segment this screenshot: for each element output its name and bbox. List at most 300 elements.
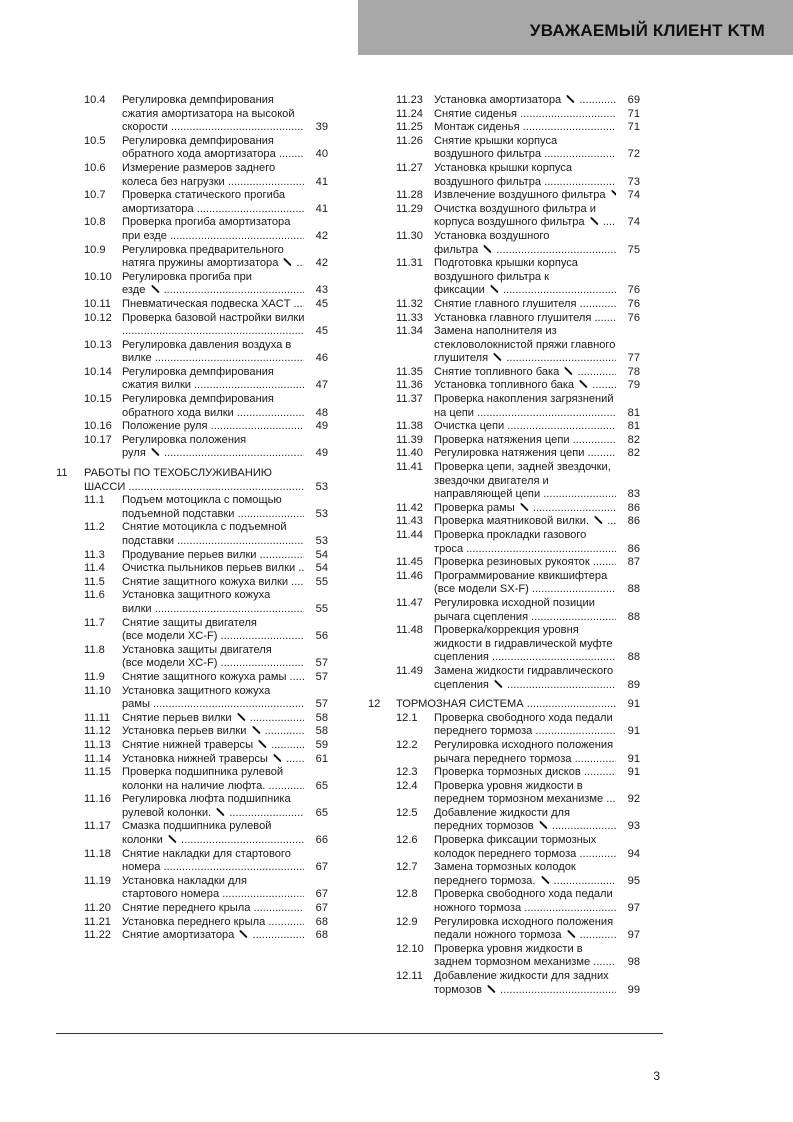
toc-entry-page: 74 (616, 216, 640, 230)
toc-entry-title-line: Регулировка люфта подшипника (122, 793, 291, 806)
toc-entry-number: 11.47 (396, 596, 423, 609)
toc-entry-page: 92 (616, 793, 640, 807)
toc-entry[interactable] (368, 916, 662, 943)
toc-entry-number: 11.41 (396, 461, 423, 474)
toc-entry-title-line: руля (122, 447, 146, 460)
toc-entry-title-line: колодок переднего тормоза (434, 847, 577, 860)
toc-entry-number: 12 (368, 698, 381, 711)
toc-entry-page: 67 (304, 861, 328, 875)
toc-entry-page: 91 (616, 753, 640, 767)
toc-entry-number: 11.6 (84, 589, 105, 602)
toc-entry[interactable] (56, 671, 350, 685)
toc-entry-page: 58 (304, 725, 328, 739)
toc-entry[interactable] (56, 916, 350, 930)
toc-entry-title-line: Установка нижней траверсы (122, 752, 268, 765)
toc-entry-title-line: Проверка свободного хода педали (434, 711, 613, 724)
toc-entry-title-line: Установка перьев вилки (122, 725, 247, 738)
toc-entry-number: 11.25 (396, 121, 423, 134)
toc-entry-title-line: Снятие защитного кожуха вилки (122, 575, 289, 588)
toc-entry-title-line: Снятие главного глушителя (434, 297, 577, 310)
toc-entry-title-line: Снятие защиты двигателя (122, 616, 257, 629)
toc-entry[interactable] (368, 780, 662, 807)
wrench-icon (540, 875, 550, 885)
toc-entry-title-line: звездочки двигателя и (434, 474, 549, 487)
toc-entry[interactable] (56, 848, 350, 875)
toc-entry-title-line: фиксации (434, 284, 485, 297)
toc-entry-page: 65 (304, 807, 328, 821)
toc-entry-number: 11.49 (396, 664, 423, 677)
toc-entry-page: 54 (304, 549, 328, 563)
toc-entry-page: 41 (304, 176, 328, 190)
toc-entry-title-line: Очистка пыльников перьев вилки (122, 562, 296, 575)
toc-entry-number: 10.15 (84, 393, 112, 406)
toc-entry-number: 10.8 (84, 216, 106, 229)
toc-entry-title-line: Установка крышки корпуса (434, 161, 573, 174)
toc-entry-number: 11.10 (84, 684, 111, 697)
toc-entry-number: 10.9 (84, 243, 106, 256)
toc-entry-number: 12.9 (396, 915, 418, 928)
toc-entry-title-line: натяга пружины амортизатора (122, 257, 279, 270)
toc-entry-title-line: передних тормозов (434, 820, 534, 833)
toc-entry-title-line: Проверка прогиба амортизатора (122, 216, 291, 229)
toc-entry-title-line: Программирование квикшифтера (434, 569, 608, 582)
toc-entry-title-line: ножного тормоза (434, 902, 522, 915)
toc-entry-number: 12.1 (396, 711, 418, 724)
toc-entry[interactable] (56, 216, 350, 243)
wrench-icon (251, 725, 261, 735)
toc-entry[interactable] (368, 121, 662, 135)
toc-entry-page: 68 (304, 929, 328, 943)
toc-entry-title-line: воздушного фильтра к (434, 270, 549, 283)
toc-entry-number: 10.7 (84, 189, 106, 202)
toc-entry-page: 88 (616, 651, 640, 665)
toc-entry-title-line: стекловолокнистой пряжи главного (434, 338, 616, 351)
toc-entry-number: 10.17 (84, 433, 112, 446)
toc-entry-title-line: Снятие накладки для стартового (122, 847, 291, 860)
toc-entry-number: 11.30 (396, 229, 423, 242)
toc-entry-number: 11.38 (396, 420, 423, 433)
toc-entry[interactable] (56, 434, 350, 461)
toc-entry[interactable] (56, 766, 350, 793)
toc-entry[interactable] (56, 820, 350, 847)
toc-entry-number: 11.12 (84, 725, 111, 738)
toc-entry-title-line: Снятие крышки корпуса (434, 134, 558, 147)
toc-entry-page: 39 (304, 121, 328, 135)
toc-entry-title-line: Замена тормозных колодок (434, 861, 576, 874)
toc-entry-number: 12.5 (396, 806, 418, 819)
wrench-icon (489, 284, 499, 294)
toc-entry-page: 54 (304, 562, 328, 576)
toc-entry-page: 57 (304, 671, 328, 685)
toc-entry[interactable] (368, 379, 662, 393)
toc-entry-title-line: Очистка цепи (434, 420, 505, 433)
toc-entry-page: 81 (616, 407, 640, 421)
toc-entry-title-line: подставки (122, 535, 175, 547)
toc-entry[interactable] (368, 834, 662, 861)
toc-entry[interactable] (56, 576, 350, 590)
toc-entry-title-line: Проверка базовой настройки вилки (122, 311, 305, 324)
toc-entry[interactable] (368, 162, 662, 189)
toc-entry-title-line: воздушного фильтра (434, 175, 542, 188)
toc-entry-number: 11.1 (84, 494, 105, 507)
toc-entry-title-line: глушителя (434, 352, 489, 365)
toc-entry-title-line: Снятие топливного бака (434, 365, 560, 378)
toc-chapter[interactable] (56, 467, 350, 494)
toc-entry-page: 78 (616, 366, 640, 380)
toc-entry[interactable] (368, 135, 662, 162)
toc-entry-page: 82 (616, 434, 640, 448)
toc-entry-number: 11.44 (396, 529, 423, 541)
toc-entry-title-line: Проверка уровня жидкости в (434, 779, 583, 792)
wrench-icon (565, 94, 575, 104)
toc-entry-title-line: переднего тормоза (434, 725, 533, 738)
toc-entry-title-line: колеса без нагрузки (122, 175, 225, 188)
header-bar (358, 0, 793, 55)
toc-entry-title-line: на цепи (434, 406, 474, 419)
toc-entry[interactable] (368, 298, 662, 312)
toc-entry-page: 55 (304, 576, 328, 590)
toc-entry-number: 11.2 (84, 521, 105, 534)
toc-entry-title-line: Проверка уровня жидкости в (434, 942, 583, 955)
toc-entry[interactable] (368, 461, 662, 502)
toc-entry-number: 11.45 (396, 556, 423, 569)
toc-entry-title-line: Снятие амортизатора (122, 929, 235, 942)
toc-entry-title-line: номера (122, 861, 161, 874)
toc-entry-page: 48 (304, 407, 328, 421)
toc-entry-page: 72 (616, 148, 640, 162)
toc-entry[interactable] (368, 570, 662, 597)
toc-entry[interactable] (368, 739, 662, 766)
toc-entry-title-line: (все модели SX-F) (434, 583, 529, 596)
toc-entry-page: 69 (616, 94, 640, 108)
toc-entry-number: 11.34 (396, 325, 423, 338)
toc-entry-title-line: (все модели XC-F) (122, 657, 218, 670)
toc-entry[interactable] (56, 739, 350, 753)
toc-entry-title-line: Установка главного глушителя (434, 311, 592, 324)
toc-entry-page: 76 (616, 284, 640, 298)
toc-entry-number: 10.5 (84, 134, 106, 147)
toc-entry[interactable] (368, 529, 662, 556)
toc-entry[interactable] (56, 420, 350, 434)
toc-chapter[interactable] (368, 698, 662, 712)
toc-entry[interactable] (368, 502, 662, 516)
toc-entry-title-line: троса (434, 542, 464, 555)
toc-entry-number: 11.18 (84, 847, 111, 860)
toc-entry-page: 56 (304, 630, 328, 644)
wrench-icon (593, 515, 603, 525)
toc-entry[interactable] (56, 162, 350, 189)
wrench-icon (492, 352, 502, 362)
toc-entry-number: 11.7 (84, 616, 105, 629)
wrench-icon (238, 929, 248, 939)
toc-entry-number: 11.20 (84, 902, 111, 915)
toc-entry-title-line: переднем тормозном механизме (434, 793, 604, 806)
toc-entry-page: 73 (616, 176, 640, 190)
toc-entry-title-line: Проверка прокладки газового (434, 529, 587, 541)
toc-entry[interactable] (368, 203, 662, 230)
toc-entry-page: 71 (616, 121, 640, 135)
toc-entry-title-line: колонки на наличие люфта. (122, 779, 266, 792)
toc-entry[interactable] (56, 312, 350, 339)
toc-entry[interactable] (56, 617, 350, 644)
toc-entry-number: 11.19 (84, 874, 111, 887)
toc-entry-title-line: Регулировка предварительного (122, 243, 284, 256)
wrench-icon (493, 679, 503, 689)
toc-entry-page: 74 (616, 189, 640, 203)
toc-entry-number: 11.31 (396, 257, 423, 270)
toc-entry[interactable] (56, 135, 350, 162)
toc-entry-title-line: Установка защитного кожуха (122, 589, 271, 602)
toc-entry[interactable] (56, 589, 350, 616)
wrench-icon (563, 366, 573, 376)
toc-column-left (56, 94, 350, 943)
toc-entry-number: 10.16 (84, 420, 112, 433)
toc-entry-title-line: Регулировка исходной позиции (434, 596, 595, 609)
toc-entry[interactable] (368, 257, 662, 298)
toc-entry[interactable] (368, 766, 662, 780)
toc-entry-page: 82 (616, 447, 640, 461)
toc-entry-title-line: Добавление жидкости для (434, 806, 571, 819)
toc-entry[interactable] (368, 556, 662, 570)
toc-entry-number: 11.11 (84, 711, 111, 724)
wrench-icon (167, 834, 177, 844)
toc-entry-title-line: рамы (122, 698, 150, 711)
toc-entry-number: 11.42 (396, 501, 423, 514)
toc-entry[interactable] (56, 644, 350, 671)
toc-entry-number: 10.6 (84, 161, 106, 174)
toc-entry-page: 71 (616, 108, 640, 122)
toc-entry-title-line: Проверка резиновых рукояток (434, 556, 590, 569)
toc-entry-number: 11.32 (396, 297, 423, 310)
toc-entry-page: 76 (616, 298, 640, 312)
toc-entry[interactable] (56, 562, 350, 576)
toc-entry-page: 45 (304, 298, 328, 312)
wrench-icon (257, 739, 267, 749)
toc-entry-number: 12.6 (396, 834, 418, 847)
toc-entry[interactable] (56, 793, 350, 820)
toc-entry[interactable] (368, 325, 662, 366)
toc-entry-title-line: Регулировка положения (122, 433, 247, 446)
toc-entry[interactable] (368, 189, 662, 203)
toc-entry[interactable] (56, 494, 350, 521)
toc-entry-title-line: Очистка воздушного фильтра и (434, 202, 596, 215)
toc-entry-title-line: Снятие мотоцикла с подъемной (122, 521, 287, 534)
toc-entry-title-line: педали ножного тормоза (434, 929, 562, 942)
toc-entry-number: 12.10 (396, 942, 424, 955)
toc-entry-number: 11.16 (84, 793, 111, 806)
toc-entry[interactable] (56, 271, 350, 298)
toc-entry-title-line: Регулировка демпфирования (122, 365, 274, 378)
toc-entry-number: 11.40 (396, 447, 423, 460)
toc-entry-page: 46 (304, 352, 328, 366)
wrench-icon (486, 984, 496, 994)
toc-entry-page: 87 (616, 556, 640, 570)
toc-entry[interactable] (368, 230, 662, 257)
toc-entry-page: 98 (616, 956, 640, 970)
toc-entry[interactable] (368, 888, 662, 915)
toc-entry-page: 49 (304, 447, 328, 461)
toc-entry[interactable] (368, 943, 662, 970)
toc-entry-title-line: Положение руля (122, 420, 208, 433)
toc-entry[interactable] (56, 753, 350, 767)
toc-entry-title-line: Проверка/коррекция уровня (434, 624, 579, 637)
toc-entry[interactable] (56, 902, 350, 916)
toc-entry-title-line: Проверка натяжения цепи (434, 433, 570, 446)
toc-entry[interactable] (56, 189, 350, 216)
toc-entry-title-line: фильтра (434, 243, 479, 256)
toc-entry-page: 42 (304, 230, 328, 244)
toc-entry-title-line: Добавление жидкости для задних (434, 970, 609, 982)
toc-entry-number: 12.7 (396, 861, 418, 874)
toc-entry-number: 11.3 (84, 548, 105, 561)
wrench-icon (272, 753, 282, 763)
toc-entry[interactable] (56, 244, 350, 271)
toc-entry[interactable] (56, 685, 350, 712)
toc-entry-number: 11.15 (84, 766, 111, 779)
toc-entry-number: 11 (56, 467, 68, 480)
toc-entry[interactable] (368, 108, 662, 122)
toc-entry[interactable] (56, 712, 350, 726)
toc-entry-number: 12.11 (396, 970, 423, 982)
toc-entry-page: 77 (616, 352, 640, 366)
toc-entry[interactable] (56, 94, 350, 135)
toc-entry[interactable] (56, 393, 350, 420)
toc-entry[interactable] (56, 298, 350, 312)
toc-column-right (368, 94, 662, 997)
toc-entry[interactable] (368, 665, 662, 692)
toc-entry-title-line: корпуса воздушного фильтра (434, 216, 585, 229)
toc-entry-title-line: подъемной подставки (122, 507, 235, 520)
toc-entry-number: 11.48 (396, 624, 423, 637)
toc-entry-title-line: Установка амортизатора (434, 94, 562, 106)
toc-entry-page: 76 (616, 312, 640, 326)
toc-entry-title-line: Регулировка демпфирования (122, 94, 274, 106)
toc-entry-page: 49 (304, 420, 328, 434)
toc-entry[interactable] (368, 447, 662, 461)
toc-entry-number: 11.39 (396, 433, 423, 446)
toc-entry-page: 43 (304, 284, 328, 298)
toc-entry-title-line: Установка защитного кожуха (122, 684, 271, 697)
toc-entry-page: 41 (304, 203, 328, 217)
toc-entry-page: 57 (304, 698, 328, 712)
toc-entry-title-line: скорости (122, 121, 168, 134)
toc-entry-page: 97 (616, 902, 640, 916)
toc-entry[interactable] (368, 434, 662, 448)
toc-entry[interactable] (368, 420, 662, 434)
toc-entry-number: 11.14 (84, 752, 111, 765)
toc-entry[interactable] (368, 712, 662, 739)
toc-entry-title-line: сцепления (434, 678, 489, 691)
toc-entry-page: 61 (304, 753, 328, 767)
toc-entry[interactable] (368, 597, 662, 624)
toc-entry-title-line: Замена наполнителя из (434, 325, 557, 338)
toc-entry-page: 42 (304, 257, 328, 271)
toc-entry[interactable] (368, 624, 662, 665)
toc-entry-title-line: Монтаж сиденья (434, 121, 520, 134)
toc-entry-number: 10.12 (84, 311, 112, 324)
toc-entry-title-line: Регулировка прогиба при (122, 270, 252, 283)
toc-entry-page: 91 (616, 766, 640, 780)
toc-entry-title-line: Замена жидкости гидравлического (434, 664, 614, 677)
wrench-icon (519, 502, 529, 512)
toc-entry-title-line: сцепления (434, 651, 489, 664)
toc-entry[interactable] (368, 861, 662, 888)
toc-entry-title-line: обратного хода вилки (122, 406, 234, 419)
toc-entry-page: 75 (616, 244, 640, 258)
toc-entry[interactable] (56, 549, 350, 563)
toc-entry-title-line: сжатия вилки (122, 379, 192, 392)
toc-entry-number: 11.43 (396, 515, 423, 528)
toc-entry-title-line: Установка переднего крыла (122, 915, 266, 928)
toc-entry-title-line: Установка воздушного (434, 229, 550, 242)
toc-entry-title-line: Проверка накопления загрязнений (434, 393, 614, 406)
toc-entry-number: 11.35 (396, 365, 423, 378)
toc-entry-title-line: колонки (122, 834, 163, 847)
toc-entry[interactable] (368, 312, 662, 326)
toc-entry-title-line: Проверка фиксации тормозных (434, 834, 597, 847)
toc-entry-page: 53 (304, 535, 328, 549)
toc-entry-title-line: переднего тормоза. (434, 874, 536, 887)
toc-entry-number: 11.4 (84, 562, 105, 575)
toc-entry[interactable] (368, 970, 662, 997)
toc-entry-title-line: вилке (122, 352, 152, 365)
toc-entry-number: 11.28 (396, 189, 423, 202)
toc-entry-page: 97 (616, 929, 640, 943)
toc-entry-page: 93 (616, 820, 640, 834)
toc-entry-page: 57 (304, 657, 328, 671)
toc-entry[interactable] (56, 725, 350, 739)
toc-entry-page: 89 (616, 679, 640, 693)
toc-entry-page: 94 (616, 848, 640, 862)
toc-entry-title-line: Измерение размеров заднего (122, 161, 276, 174)
toc-entry-title-line: при езде (122, 229, 167, 242)
toc-entry-title-line: Пневматическая подвеска XACT (122, 297, 291, 310)
toc-entry-page: 86 (616, 515, 640, 529)
toc-entry-number: 11.46 (396, 569, 423, 582)
page-title: УВАЖАЕМЫЙ КЛИЕНТ KTM (529, 21, 765, 40)
toc-entry-number: 11.26 (396, 134, 423, 147)
toc-entry[interactable] (56, 875, 350, 902)
toc-entry[interactable] (56, 929, 350, 943)
toc-entry-title-line: жидкости в гидравлической муфте (434, 637, 613, 650)
toc-entry-page: 95 (616, 875, 640, 889)
toc-entry[interactable] (368, 393, 662, 420)
toc-entry[interactable] (368, 515, 662, 529)
toc-entry-number: 11.13 (84, 738, 111, 751)
toc-entry[interactable] (368, 807, 662, 834)
toc-entry-page: 67 (304, 902, 328, 916)
toc-entry-page: 40 (304, 148, 328, 162)
toc-entry[interactable] (56, 521, 350, 548)
toc-entry-title-line: Проверка тормозных дисков (434, 766, 581, 779)
toc-entry-title-line: Регулировка исходного положения (434, 738, 614, 751)
toc-entry-number: 11.37 (396, 393, 423, 406)
toc-entry[interactable] (368, 94, 662, 108)
toc-entry[interactable] (56, 339, 350, 366)
wrench-icon (482, 244, 492, 254)
toc-entry[interactable] (368, 366, 662, 380)
toc-entry-title-line: обратного хода амортизатора (122, 148, 276, 161)
toc-entry-number: 12.4 (396, 779, 418, 792)
toc-entry[interactable] (56, 366, 350, 393)
toc-entry-title-line: ШАССИ (84, 480, 126, 493)
toc-entry-number: 10.14 (84, 365, 112, 378)
toc-entry-page: 66 (304, 834, 328, 848)
toc-entry-title-line: рулевой колонки. (122, 806, 212, 819)
wrench-icon (578, 379, 588, 389)
toc-entry-page: 91 (616, 698, 640, 712)
wrench-icon (282, 257, 292, 267)
